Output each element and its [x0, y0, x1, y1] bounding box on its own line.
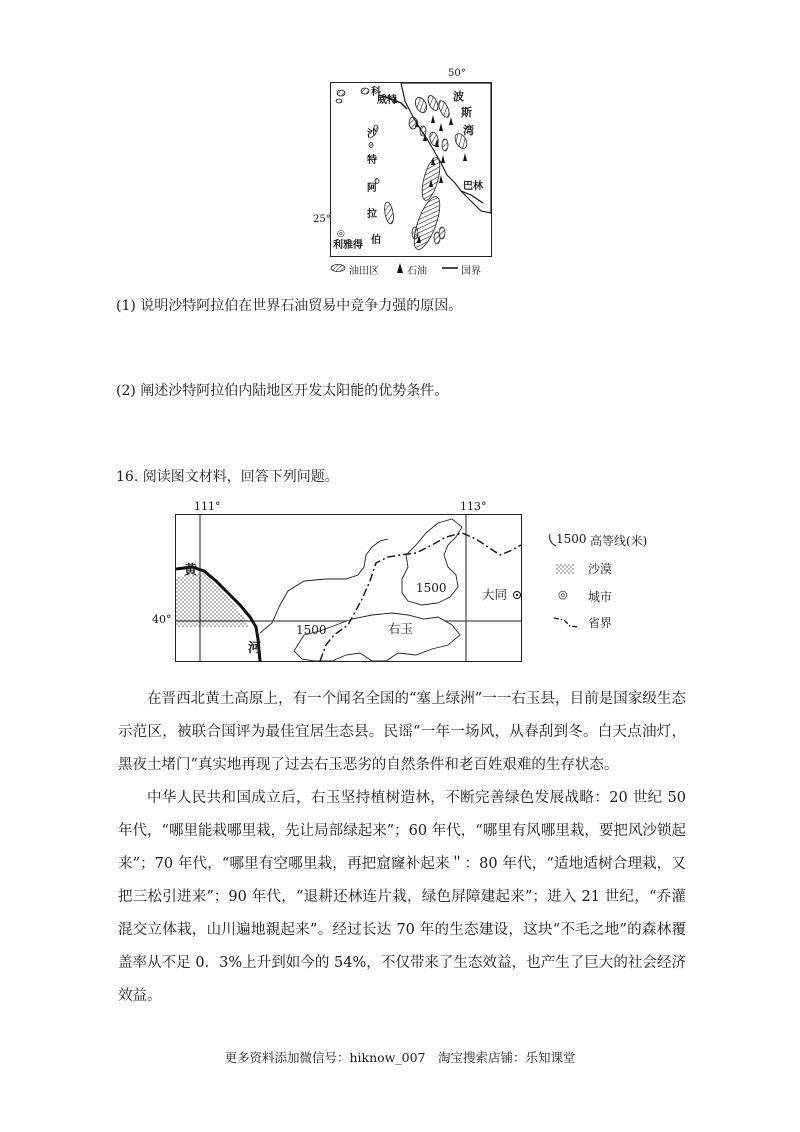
contour-1500-label-south: 1500 — [296, 623, 327, 637]
oil-legend-icon — [396, 263, 404, 273]
bahrain-label: 巴林 — [463, 181, 483, 192]
question-2: (2) 阐述沙特阿拉伯内陆地区开发太阳能的优势条件。 — [116, 383, 449, 399]
city-legend-icon: ◎ — [558, 588, 568, 601]
kuwait-label-2: 威特 — [377, 95, 397, 106]
kuwait-label-1: 科 — [371, 87, 381, 98]
persian-gulf-label-1: 波 — [453, 90, 464, 103]
question-16-heading: 16. 阅读图文材料，回答下列问题。 — [116, 469, 339, 485]
saudi-label-2: 特 — [367, 155, 377, 166]
youyu-map — [175, 514, 522, 662]
latitude-40-label: 40° — [152, 613, 172, 626]
map2-legend — [548, 530, 688, 640]
riyadh-city-icon: ◎ — [337, 229, 345, 239]
desert-area — [176, 573, 250, 627]
oilfield-legend-label: 油田区 — [349, 266, 379, 277]
material-paragraph-2: 中华人民共和国成立后，右玉坚持植树造林，不断完善绿色发展战略：20 世纪 50 年代，“哪里能栽哪里栽，先让局部绿起来”；60 年代，“哪里有风哪里栽，要把风沙锁起来”；70 年代，“哪里有空哪里栽，再把窟窿补起来＂：80 年代，“适地适树合理栽，又把三松引进来”；90 年代，“退耕还林连片栽，绿色屏障建起来”；进入 21 世纪，“乔灌混交立体栽，山川遍地親起来”。经过长达 70 年的生态建设，这块“不毛之地”的森林覆盖率从不足 0．3%上升到如今的 54%，不仅带来了生态效益，也产生了巨大的社会经济效益。 — [118, 790, 686, 1004]
oilfield-legend-icon — [330, 264, 346, 272]
border-legend-label: 国界 — [461, 266, 481, 277]
longitude-113-label: 113° — [460, 500, 487, 513]
saudi-oil-map — [330, 82, 492, 257]
yellow-river-label-1: 黄 — [184, 563, 198, 578]
contour-legend-label: 高等线(米) — [590, 534, 648, 548]
contour-1500-label-north: 1500 — [416, 581, 447, 595]
longitude-50-label: 50° — [448, 68, 466, 79]
riyadh-label: 利雅得 — [333, 240, 363, 251]
map1-legend — [330, 262, 500, 276]
province-legend-label: 省界 — [588, 616, 613, 630]
border-legend-icon — [442, 267, 458, 270]
desert-legend-label: 沙漠 — [588, 562, 613, 576]
latitude-25-label: 25° — [313, 214, 331, 225]
city-legend-label: 城市 — [588, 590, 613, 604]
page-footer: 更多资料添加微信号：hiknow_007 淘宝搜索店铺：乐知课堂 — [224, 1050, 576, 1065]
question-1: (1) 说明沙特阿拉伯在世界石油贸易中竞争力强的原因。 — [116, 298, 463, 314]
highland-contour — [294, 613, 460, 661]
desert-legend-icon — [556, 564, 574, 574]
longitude-111-label: 111° — [194, 500, 221, 513]
saudi-label-4: 拉 — [367, 209, 377, 220]
datong-label: 大同 — [482, 587, 508, 602]
province-legend-icon — [554, 616, 580, 628]
oil-legend-label: 石油 — [407, 266, 427, 277]
yellow-river-label-2: 河 — [248, 641, 262, 656]
persian-gulf-label-3: 湾 — [463, 124, 474, 137]
saudi-label-3: 阿 — [367, 183, 377, 194]
material-paragraph-1: 在晋西北黄土高原上，有一个闻名全国的“塞上绿洲”一一右玉县，目前是国家级生态示范区，被联合国评为最佳宜居生态县。民谣“一年一场风，从春刮到冬。白天点油灯，黑夜土堵门”真实地再现了过去右玉恶劣的自然条件和老百姓艰难的生存状态。 — [118, 691, 686, 773]
saudi-label-5: 伯 — [371, 235, 381, 246]
persian-gulf-label-2: 斯 — [461, 106, 472, 119]
saudi-label-1: 沙 — [367, 129, 377, 140]
youyu-map-graphic — [176, 515, 521, 661]
contour-legend-number: 1500 — [556, 532, 587, 546]
youyu-label: 右玉 — [388, 621, 414, 636]
